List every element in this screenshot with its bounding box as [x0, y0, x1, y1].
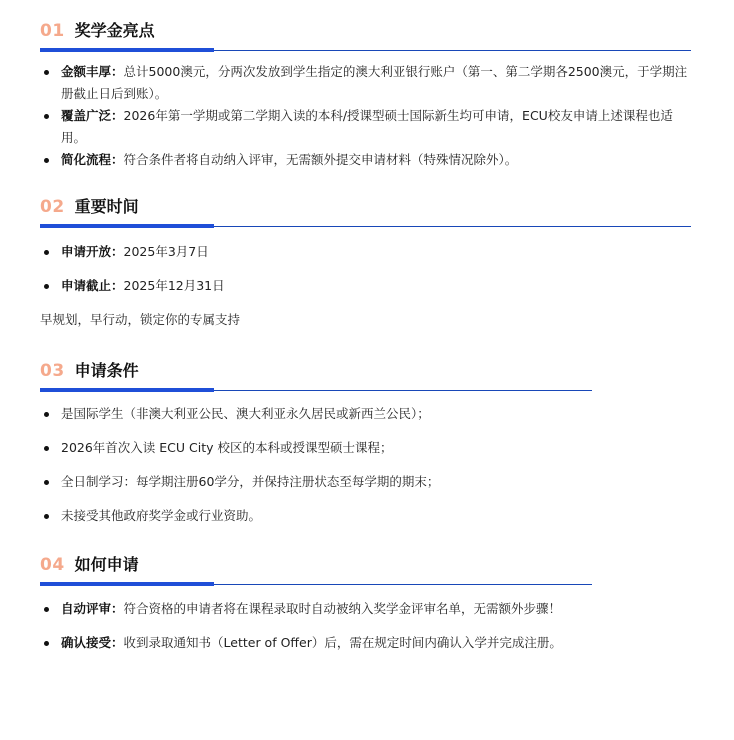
item-text: 2026年第一学期或第二学期入读的本科/授课型硕士国际新生均可申请，ECU校友申请上述课程也适用。 — [61, 108, 673, 145]
list-item — [40, 61, 691, 105]
section-number: 03 — [40, 361, 65, 381]
item-label: 金额丰厚： — [61, 64, 124, 79]
item-label: 简化流程： — [61, 152, 124, 167]
apply-steps-list — [40, 593, 592, 659]
section-important-dates — [40, 194, 691, 335]
bullet-icon — [44, 480, 49, 485]
list-item — [40, 235, 691, 269]
list-item — [40, 499, 592, 533]
section-number: 04 — [40, 555, 65, 575]
item-text: 2025年12月31日 — [123, 278, 225, 293]
list-item — [40, 149, 691, 171]
section-header — [40, 358, 592, 384]
bullet-icon — [44, 514, 49, 519]
bullet-icon — [44, 446, 49, 451]
item-text: 总计5000澳元，分两次发放到学生指定的澳大利亚银行账户（第一、第二学期各2500澳元，于学期注册截止日后到账）。 — [61, 64, 688, 101]
section-title: 如何申请 — [74, 555, 139, 574]
section-divider — [40, 388, 592, 393]
section-divider — [40, 224, 691, 229]
section-highlights — [40, 18, 691, 171]
list-item — [40, 465, 592, 499]
section-divider — [40, 48, 691, 53]
bullet-icon — [44, 114, 49, 119]
section-title: 重要时间 — [74, 197, 139, 216]
section-how-to-apply — [40, 552, 592, 659]
bullet-icon — [44, 70, 49, 75]
bullet-icon — [44, 158, 49, 163]
list-item — [40, 593, 592, 625]
dates-list — [40, 235, 691, 303]
bullet-icon — [44, 284, 49, 289]
bullet-icon — [44, 641, 49, 646]
item-text: 收到录取通知书（Letter of Offer）后，需在规定时间内确认入学并完成注册。 — [123, 635, 562, 650]
list-item — [40, 627, 592, 659]
section-number: 02 — [40, 197, 65, 217]
item-text: 2026年首次入读 ECU City 校区的本科或授课型硕士课程； — [61, 440, 393, 455]
item-label: 自动评审： — [61, 601, 124, 616]
item-text: 2025年3月7日 — [123, 244, 209, 259]
bullet-icon — [44, 250, 49, 255]
item-label: 确认接受： — [61, 635, 124, 650]
list-item — [40, 105, 691, 149]
section-title: 奖学金亮点 — [74, 21, 155, 40]
section-header — [40, 552, 592, 578]
list-item — [40, 397, 592, 431]
section-header — [40, 194, 691, 220]
item-text: 符合条件者将自动纳入评审，无需额外提交申请材料（特殊情况除外）。 — [123, 152, 518, 167]
section-header — [40, 18, 691, 44]
list-item — [40, 431, 592, 465]
item-text: 是国际学生（非澳大利亚公民、澳大利亚永久居民或新西兰公民）； — [61, 406, 430, 421]
item-label: 覆盖广泛： — [61, 108, 124, 123]
item-text: 未接受其他政府奖学金或行业资助。 — [61, 508, 262, 523]
section-eligibility — [40, 358, 592, 533]
list-item — [40, 269, 691, 303]
item-label: 申请截止： — [61, 278, 124, 293]
item-text: 符合资格的申请者将在课程录取时自动被纳入奖学金评审名单，无需额外步骤！ — [123, 601, 562, 616]
item-label: 申请开放： — [61, 244, 124, 259]
dates-note: 早规划，早行动，锁定你的专属支持 — [40, 312, 241, 327]
section-title: 申请条件 — [74, 361, 139, 380]
bullet-icon — [44, 607, 49, 612]
highlights-list — [40, 61, 691, 171]
item-text: 全日制学习：每学期注册60学分，并保持注册状态至每学期的期末； — [61, 474, 440, 489]
eligibility-list — [40, 397, 592, 533]
section-divider — [40, 582, 592, 587]
section-number: 01 — [40, 21, 65, 41]
bullet-icon — [44, 412, 49, 417]
